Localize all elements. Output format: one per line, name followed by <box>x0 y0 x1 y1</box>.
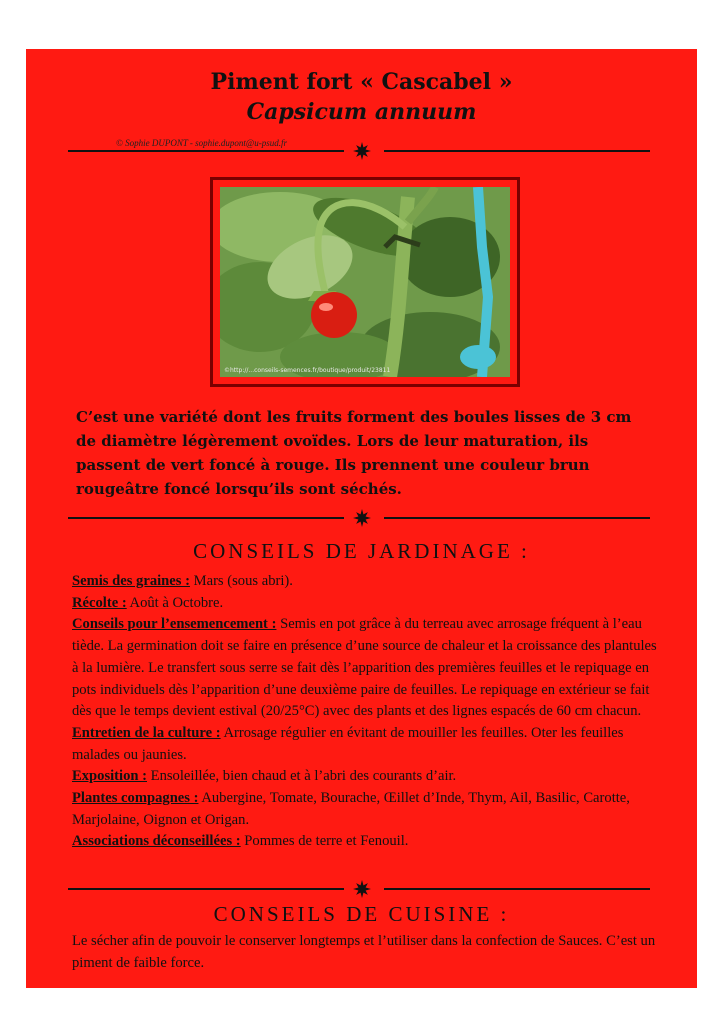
exposure-text: Ensoleillée, bien chaud et à l’abri des courants d’air. <box>147 768 457 785</box>
divider-line <box>384 517 650 519</box>
seeding-tips-label: Conseils pour l’ensemencement : <box>72 616 277 633</box>
sun-ornament-icon <box>353 880 371 898</box>
intro-paragraph: C’est une variété dont les fruits forment des boules lisses de 3 cm de diamètre légèrement ovoïdes. Lors de leur maturation, ils passent de vert foncé à rouge. Ils prennent une couleur brun rougeâtre foncé lorsqu’ils sont séchés. <box>76 408 632 498</box>
photo-frame <box>210 177 520 387</box>
harvest-label: Récolte : <box>72 594 127 611</box>
sun-ornament-icon <box>353 142 371 160</box>
maintenance-label: Entretien de la culture : <box>72 724 221 741</box>
document-page <box>26 49 697 988</box>
pepper-photo <box>220 187 510 377</box>
companion-plants-label: Plantes compagnes : <box>72 790 199 807</box>
bad-associations-label: Associations déconseillées : <box>72 833 241 850</box>
sun-ornament-icon <box>353 509 371 527</box>
gardening-section <box>72 571 662 853</box>
maintenance-text: Arrosage régulier en évitant de mouiller les feuilles. Oter les feuilles malades ou jaunies. <box>72 724 624 763</box>
document-title: Piment fort « Cascabel » <box>210 69 513 95</box>
section-divider <box>68 510 650 526</box>
harvest-text: Août à Octobre. <box>126 594 224 611</box>
companion-plants-text: Aubergine, Tomate, Bourache, Œillet d’Inde, Thym, Ail, Basilic, Carotte, Marjolaine, Oignon et Origan. <box>72 790 630 828</box>
gardening-heading: CONSEILS DE JARDINAGE : <box>193 539 530 563</box>
author-credit: © Sophie DUPONT - sophie.dupont@u-psud.fr <box>116 138 287 148</box>
sowing-label: Semis des graines : <box>72 573 190 589</box>
divider-line <box>384 888 650 890</box>
bad-associations-text: Pommes de terre et Fenouil. <box>240 833 409 850</box>
divider-line <box>68 888 344 890</box>
divider-line <box>68 150 344 152</box>
divider-line <box>384 150 650 152</box>
cooking-text: Le sécher afin de pouvoir le conserver longtemps et l’utiliser dans la confection de Sauces. C’est un piment de faible force. <box>72 933 656 971</box>
exposure-label: Exposition : <box>72 768 148 785</box>
section-divider <box>68 143 650 159</box>
photo-source-caption: ©http://...conseils-semences.fr/boutique/produit/23811 <box>224 367 391 374</box>
divider-line <box>68 517 344 519</box>
section-divider <box>68 881 650 897</box>
scientific-name: Capsicum annuum <box>246 99 477 125</box>
cascabel-pepper-image <box>220 187 510 377</box>
sowing-text: Mars (sous abri). <box>189 573 293 589</box>
cooking-heading: CONSEILS DE CUISINE : <box>213 902 510 926</box>
seeding-tips-text: Semis en pot grâce à du terreau avec arrosage fréquent à l’eau tiède. La germination doit se faire en présence d’une source de chaleur et la croissance des plantules à la lumière. Le transfert sous serre se fait dès l’apparition des premières feuilles et le repiquage en pots individuels dès l’apparition d’une deuxième paire de feuilles. Le repiquage en extérieur se fait dès que le temps devient estival (20/25°C) avec des plants et des lignes espacés de 60 cm chacun. <box>72 616 657 720</box>
